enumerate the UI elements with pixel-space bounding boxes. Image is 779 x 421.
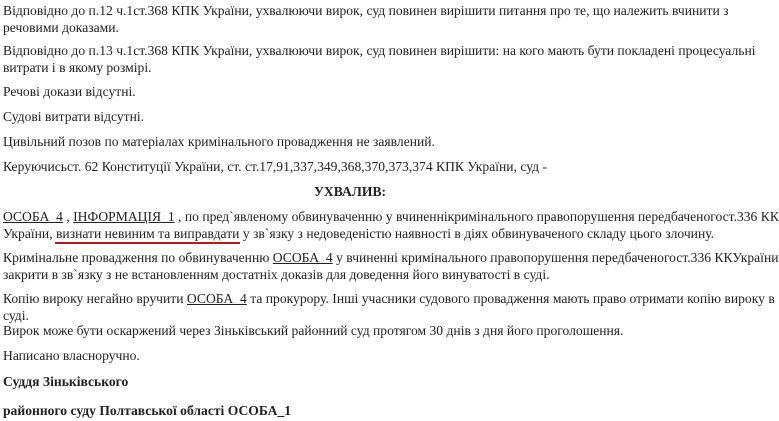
paragraph-items-evidence (3, 2, 729, 36)
paragraph-civil-claim: Цивільний позов по матеріалах кримінального провадження не заявлений. (3, 134, 435, 149)
text-line: речовими доказами. (3, 20, 119, 35)
paragraph-acquittal (3, 208, 779, 242)
person-link[interactable]: ОСОБА_4 (186, 291, 247, 306)
person-link[interactable]: ОСОБА_4 (3, 209, 63, 224)
text-line: Відповідно до п.13 ч.1ст.368 КПК України, ухвалюючи вирок, суд повинен вирішити: на кого мають бути покладені процесуальні (3, 43, 756, 58)
info-link[interactable]: ІНФОРМАЦІЯ_1 (73, 209, 175, 224)
text-fragment: , по пред`явленому обвинуваченню у вчиненнікримінального правопорушення передбаченогост.336 КК (174, 209, 779, 224)
verdict-heading: УХВАЛИВ: (313, 184, 387, 199)
paragraph-appeal: Вирок може бути оскаржений через Зіньківський районний суд протягом 30 днів з дня його проголошення. (3, 323, 624, 338)
paragraph-case-closed (3, 249, 779, 283)
person-link[interactable]: ОСОБА_4 (272, 250, 333, 265)
text-fragment: України, (3, 226, 56, 241)
text-line: Відповідно до п.12 ч.1ст.368 КПК України, ухвалюючи вирок, суд повинен вирішити питання про те, що належить вчинити з (3, 3, 729, 18)
judge-signature-line-1: Суддя Зіньківського (3, 374, 129, 389)
text-fragment: , (62, 209, 74, 224)
acquittal-highlight: визнати невиним та виправдати (56, 226, 240, 241)
paragraph-handwritten: Написано власноручно. (3, 348, 140, 363)
text-fragment: Кримінальне провадження по обвинуваченню (3, 250, 273, 265)
judge-signature-line-2: районного суду Полтавської області ОСОБА_1 (3, 403, 292, 418)
text-fragment: у зв`язку з недоведеністю наявності в діях обвинуваченого складу цього злочину. (239, 226, 715, 241)
paragraph-no-costs: Судові витрати відсутні. (3, 109, 145, 124)
paragraph-no-evidence: Речові докази відсутні. (3, 84, 136, 99)
text-fragment: та прокурору. Інші учасники судового провадження мають право отримати копію вироку в (246, 291, 775, 306)
text-line: витрати і в якому розмірі. (3, 60, 152, 75)
text-line: суді. (3, 308, 29, 323)
paragraph-copy-delivery (3, 290, 775, 324)
text-fragment: у вчиненні кримінального правопорушення передбаченогост.336 ККУкраїни (332, 250, 779, 265)
paragraph-legal-basis: Керуючисьст. 62 Конституції України, ст. ст.17,91,337,349,368,370,373,374 КПК України, суд - (3, 159, 547, 174)
text-line: закрити в зв`язку з не встановленням достатніх доказів для доведення його винуватості в суді. (3, 267, 550, 282)
paragraph-costs (3, 42, 756, 76)
text-fragment: Копію вироку негайно вручити (3, 291, 187, 306)
